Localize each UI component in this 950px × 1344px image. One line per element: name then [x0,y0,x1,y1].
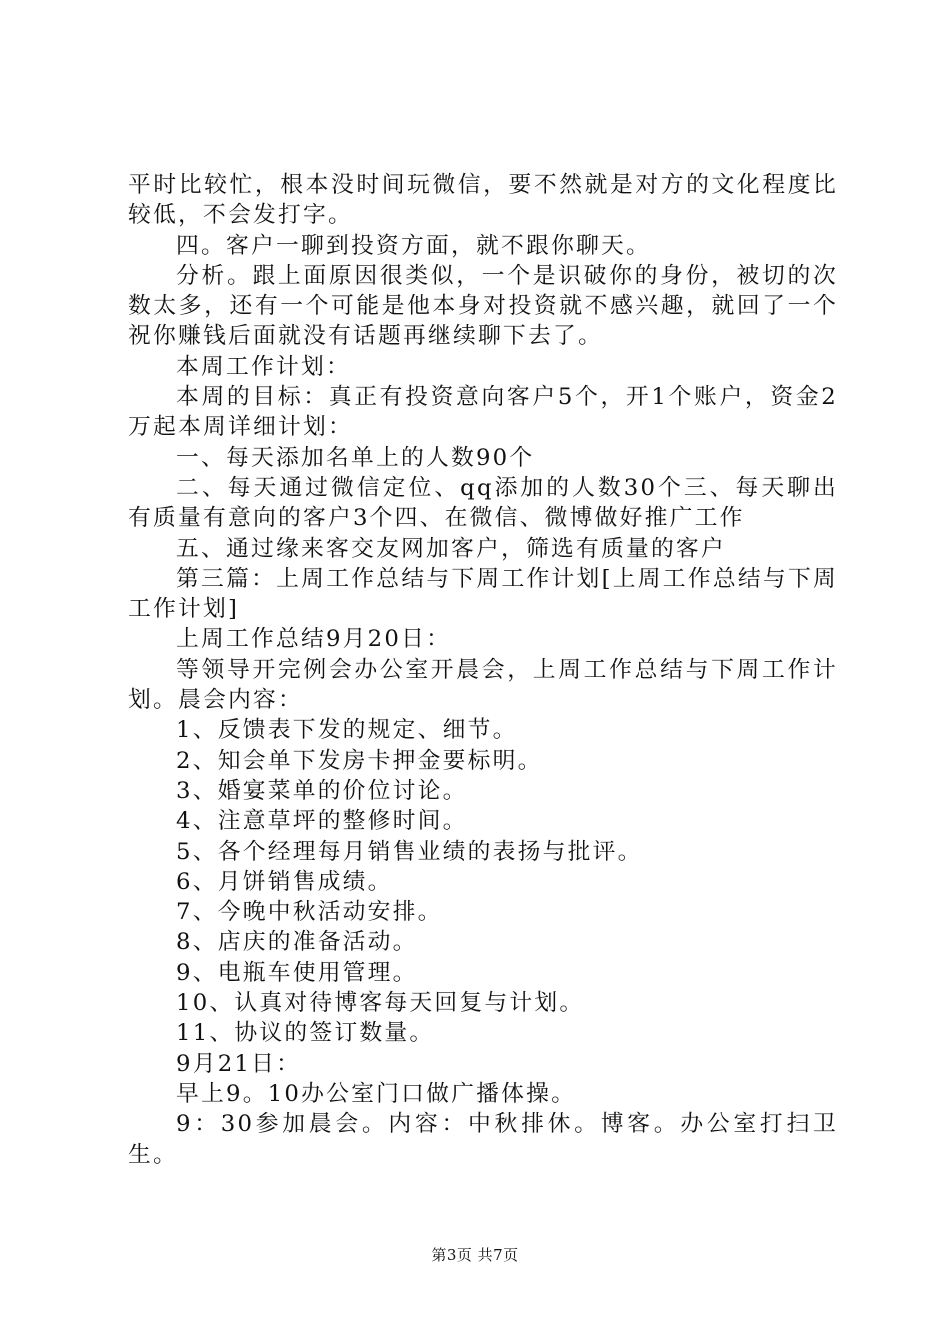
section-heading: 本周工作计划： [176,353,351,380]
paragraph: 9：30参加晨会。内容：中秋排休。博客。办公室打扫卫生。 [128,1111,838,1168]
list-item: 2、知会单下发房卡押金要标明。 [176,747,543,774]
document-body [128,170,838,1170]
section-heading: 第三篇：上周工作总结与下周工作计划[上周工作总结与下周工作计划] [128,565,838,623]
paragraph: 四。客户一聊到投资方面，就不跟你聊天。 [176,232,651,259]
list-item: 10、认真对待博客每天回复与计划。 [176,990,585,1017]
paragraph: 上周工作总结9月20日： [176,626,452,653]
list-item: 8、店庆的准备活动。 [176,929,418,956]
list-item: 7、今晚中秋活动安排。 [176,899,443,926]
list-item: 9、电瓶车使用管理。 [176,959,418,986]
paragraph: 早上9。10办公室门口做广播体操。 [176,1080,577,1107]
list-item: 五、通过缘来客交友网加客户，筛选有质量的客户 [176,535,726,562]
paragraph: 9月21日： [176,1050,302,1077]
list-item: 一、每天添加名单上的人数90个 [176,444,535,471]
page-number-footer: 第3页 共7页 [431,1246,519,1264]
list-item: 6、月饼销售成绩。 [176,868,393,895]
paragraph: 分析。跟上面原因很类似，一个是识破你的身份，被切的次数太多，还有一个可能是他本身对投资就不感兴趣，就回了一个祝你赚钱后面就没有话题再继续聊下去了。 [128,262,838,350]
list-item: 1、反馈表下发的规定、细节。 [176,717,518,744]
paragraph: 本周的目标：真正有投资意向客户5个，开1个账户，资金2万起本周详细计划： [128,384,838,441]
list-item: 11、协议的签订数量。 [176,1020,435,1047]
paragraph: 平时比较忙，根本没时间玩微信，要不然就是对方的文化程度比较低，不会发打字。 [128,172,838,229]
list-item: 5、各个经理每月销售业绩的表扬与批评。 [176,838,643,865]
list-item: 3、婚宴菜单的价位讨论。 [176,777,468,804]
list-item: 二、每天通过微信定位、qq添加的人数30个三、每天聊出有质量有意向的客户3个四、在微信、微博做好推广工作 [128,474,838,532]
list-item: 4、注意草坪的整修时间。 [176,808,468,835]
paragraph: 等领导开完例会办公室开晨会，上周工作总结与下周工作计划。晨会内容： [128,656,838,714]
